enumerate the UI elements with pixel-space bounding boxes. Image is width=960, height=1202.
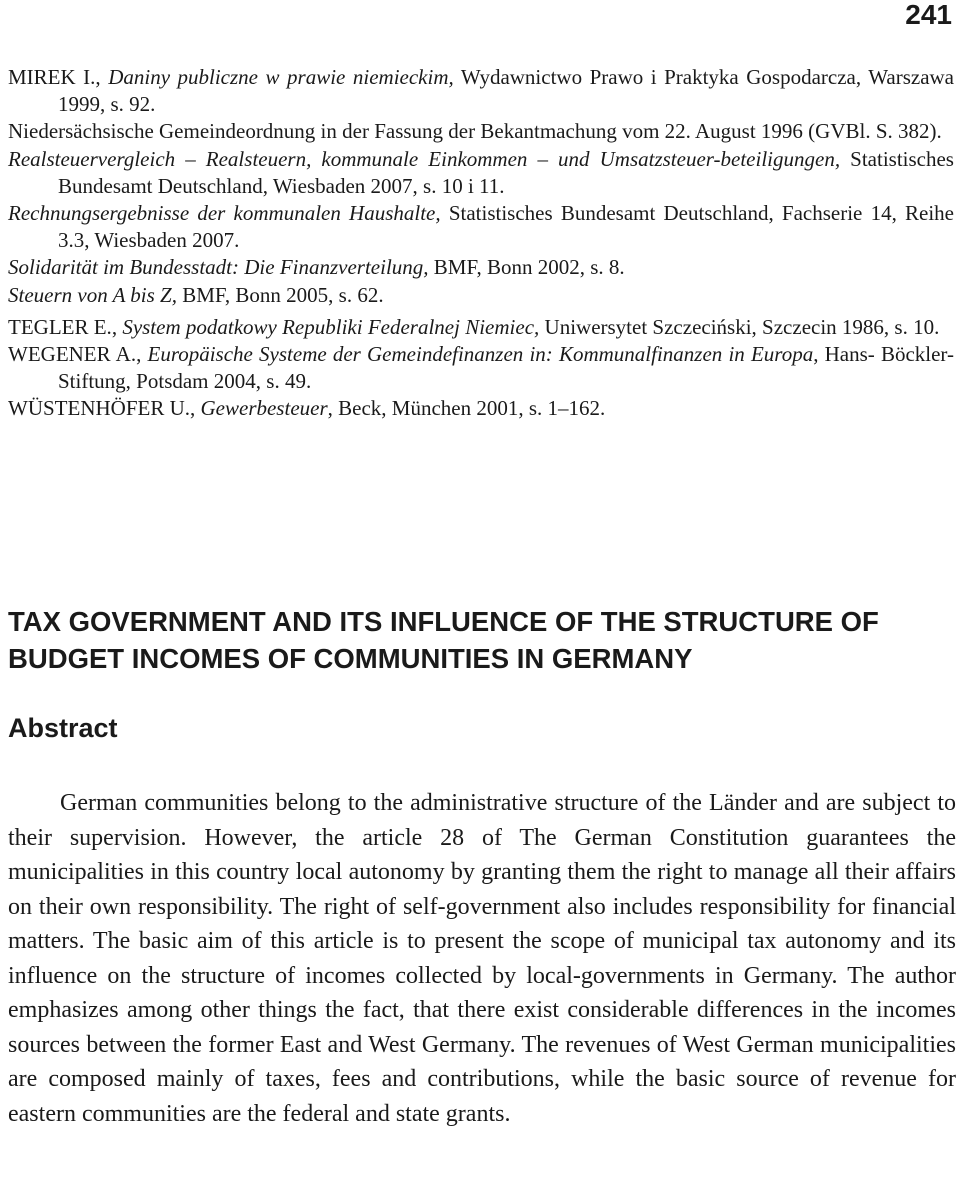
reference-item xyxy=(8,146,954,200)
reference-title: Steuern von A bis Z, xyxy=(8,282,177,307)
abstract-heading: Abstract xyxy=(8,713,118,743)
reference-title: System podatkowy Republiki Federalnej Niemiec, xyxy=(122,314,540,339)
article-title: TAX GOVERNMENT AND ITS INFLUENCE OF THE STRUCTURE OF BUDGET INCOMES OF COMMUNITIES IN GERMANY xyxy=(8,606,879,674)
reference-publication: , Beck, München 2001, s. 1–162. xyxy=(327,396,606,421)
reference-author: TEGLER E. xyxy=(8,314,112,339)
reference-item xyxy=(8,200,954,254)
reference-title: Europäische Systeme der Gemeindefinanzen in: Kommunalfinanzen in Europa xyxy=(147,342,814,367)
reference-separator: , xyxy=(190,396,201,421)
reference-author: WÜSTENHÖFER U. xyxy=(8,396,190,421)
reference-title: Gewerbesteuer xyxy=(200,396,328,421)
reference-title: Rechnungsergebnisse der kommunalen Haushalte, xyxy=(8,201,441,226)
reference-item xyxy=(8,118,954,145)
reference-item xyxy=(8,341,954,395)
reference-publication: Uniwersytet Szczeciński, Szczecin 1986, s. 10. xyxy=(539,314,940,339)
reference-publication: BMF, Bonn 2005, s. 62. xyxy=(176,282,384,307)
reference-item xyxy=(8,395,954,422)
bibliography xyxy=(8,64,954,423)
reference-publication: , Hans- Böckler-Stiftung, Potsdam 2004, s. 49. xyxy=(58,342,954,394)
reference-author: WEGENER A. xyxy=(8,342,137,367)
reference-author: MIREK I. xyxy=(8,65,96,89)
reference-separator: , xyxy=(95,65,109,89)
reference-title: Daniny publiczne w prawie niemieckim, xyxy=(108,65,454,89)
reference-publication: Wydawnictwo Prawo i Praktyka Gospodarcza, Warszawa 1999, s. 92. xyxy=(58,65,955,117)
reference-item xyxy=(8,282,954,309)
reference-separator: , xyxy=(111,314,123,339)
reference-separator: , xyxy=(136,342,148,367)
reference-title: Realsteuervergleich – Realsteuern, kommunale Einkommen – und Umsatzsteuer-beteiligungen, xyxy=(8,146,841,171)
reference-item xyxy=(8,64,954,118)
reference-title: Solidarität im Bundesstadt: Die Finanzverteilung, xyxy=(8,255,429,280)
page-number: 241 xyxy=(905,0,952,30)
reference-publication: Statistisches Bundesamt Deutschland, Wiesbaden 2007, s. 10 i 11. xyxy=(58,146,954,198)
reference-publication: BMF, Bonn 2002, s. 8. xyxy=(428,255,625,280)
abstract-text: German communities belong to the administrative structure of the Länder and are subject to their supervision. However, the article 28 of The German Constitution guarantees the municipalities in this country local autonomy by granting them the right to manage all their affairs on their own responsibility. The right of self-government also includes responsibility for financial matters. The basic aim of this article is to present the scope of municipal tax autonomy and its influence on the structure of incomes collected by local-governments in Germany. The author emphasizes among other things the fact, that there exist considerable differences in the incomes sources between the former East and West Germany. The revenues of West German municipalities are composed mainly of taxes, fees and contributions, while the basic source of revenue for eastern communities are the federal and state grants. xyxy=(8,790,956,1127)
reference-item xyxy=(8,314,954,341)
reference-item xyxy=(8,254,954,281)
reference-publication: Niedersächsische Gemeindeordnung in der Fassung der Bekantmachung vom 22. August 1996 (GVBl. S. 382). xyxy=(8,119,942,144)
reference-publication: Statistisches Bundesamt Deutschland, Fachserie 14, Reihe 3.3, Wiesbaden 2007. xyxy=(58,201,954,253)
